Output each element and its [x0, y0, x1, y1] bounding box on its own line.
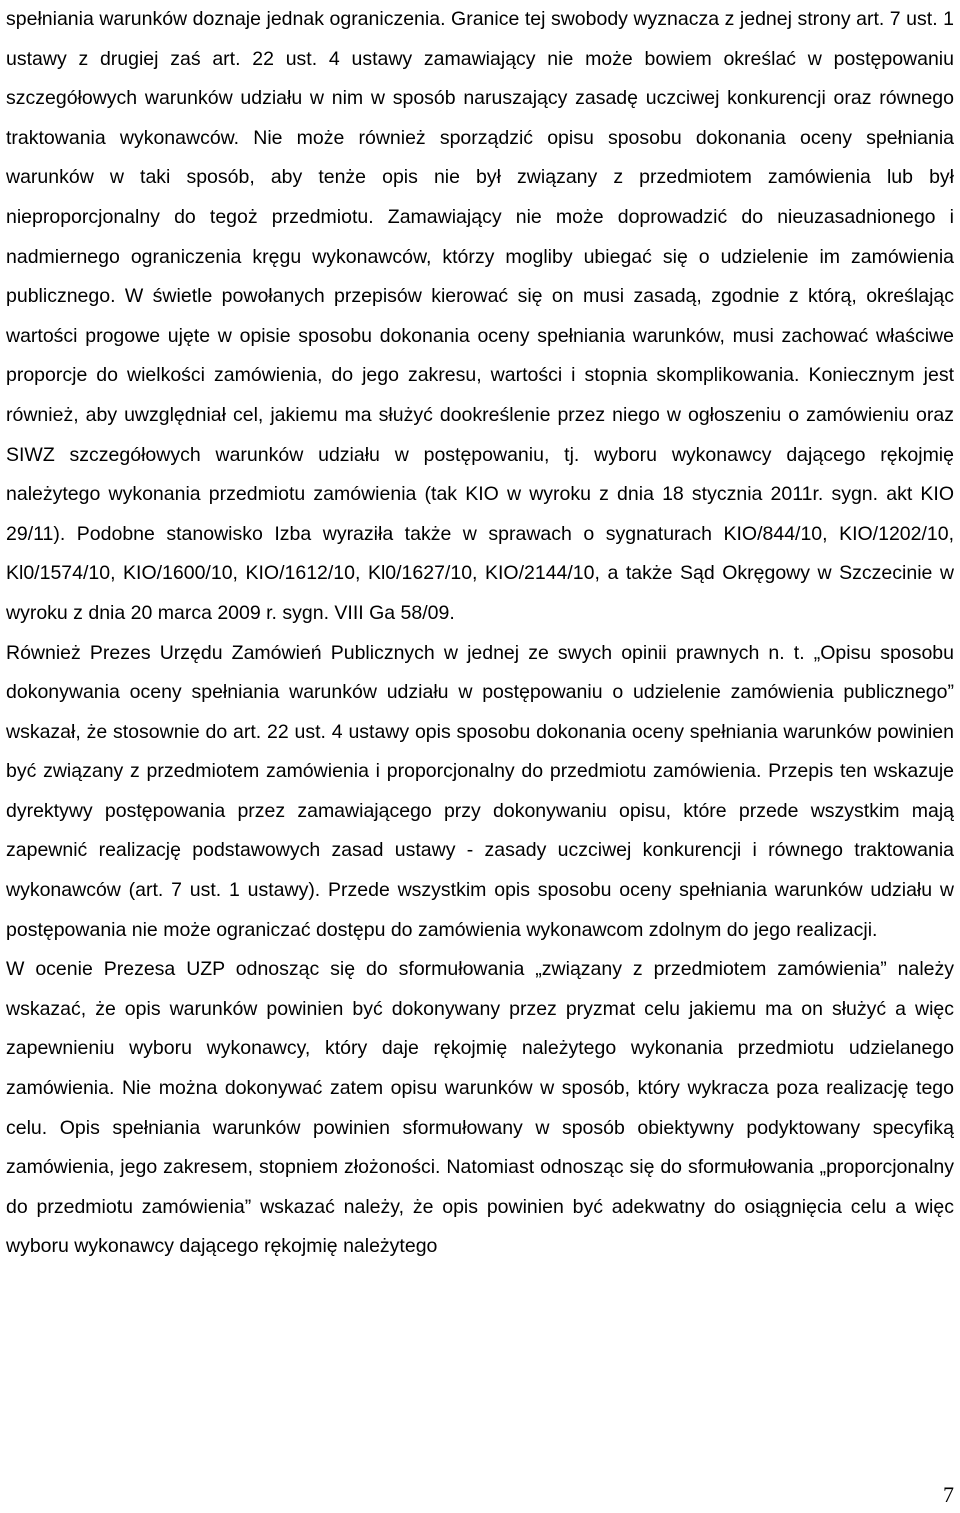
- document-body: [6, 0, 954, 1267]
- paragraph-2: Również Prezes Urzędu Zamówień Publicznych w jednej ze swych opinii prawnych n. t. „Opisu sposobu dokonywania oceny spełniania warunków udziału w postępowaniu o udzielenie zamówienia publicznego” wskazał, że stosownie do art. 22 ust. 4 ustawy opis sposobu dokonania oceny spełniania warunków powinien być związany z przedmiotem zamówienia i proporcjonalny do przedmiotu zamówienia. Przepis ten wskazuje dyrektywy postępowania przez zamawiającego przy dokonywaniu opisu, które przede wszystkim mają zapewnić realizację podstawowych zasad ustawy - zasady uczciwej konkurencji i równego traktowania wykonawców (art. 7 ust. 1 ustawy). Przede wszystkim opis sposobu oceny spełniania warunków udziału w postępowania nie może ograniczać dostępu do zamówienia wykonawcom zdolnym do jego realizacji.: [6, 641, 954, 941]
- page-number: 7: [943, 1482, 954, 1507]
- paragraph-1: spełniania warunków doznaje jednak ograniczenia. Granice tej swobody wyznacza z jednej strony art. 7 ust. 1 ustawy z drugiej zaś art. 22 ust. 4 ustawy zamawiający nie może bowiem określać w postępowaniu szczegółowych warunków udziału w nim w sposób naruszający zasadę uczciwej konkurencji oraz równego traktowania wykonawców. Nie może również sporządzić opisu sposobu dokonania oceny spełniania warunków w taki sposób, aby tenże opis nie był związany z przedmiotem zamówienia lub był nieproporcjonalny do tegoż przedmiotu. Zamawiający nie może doprowadzić do nieuzasadnionego i nadmiernego ograniczenia kręgu wykonawców, którzy mogliby ubiegać się o udzielenie im zamówienia publicznego. W świetle powołanych przepisów kierować się on musi zasadą, zgodnie z którą, określając wartości progowe ujęte w opisie sposobu dokonania oceny spełniania warunków, musi zachować właściwe proporcje do wielkości zamówienia, do jego zakresu, wartości i stopnia skomplikowania. Koniecznym jest również, aby uwzględniał cel, jakiemu ma służyć dookreślenie przez niego w ogłoszeniu o zamówieniu oraz SIWZ szczegółowych warunków udziału w postępowaniu, tj. wyboru wykonawcy dającego rękojmię należytego wykonania przedmiotu zamówienia (tak KIO w wyroku z dnia 18 stycznia 2011r. sygn. akt KIO 29/11). Podobne stanowisko Izba wyraziła także w sprawach o sygnaturach KIO/844/10, KIO/1202/10, Kl0/1574/10, KIO/1600/10, KIO/1612/10, Kl0/1627/10, KIO/2144/10, a także Sąd Okręgowy w Szczecinie w wyroku z dnia 20 marca 2009 r. sygn. VIII Ga 58/09.: [6, 8, 954, 624]
- paragraph-3: W ocenie Prezesa UZP odnosząc się do sformułowania „związany z przedmiotem zamówienia” należy wskazać, że opis warunków powinien być dokonywany przez pryzmat celu jakiemu ma on służyć a więc zapewnieniu wyboru wykonawcy, który daje rękojmię należytego wykonania przedmiotu udzielanego zamówienia. Nie można dokonywać zatem opisu warunków w sposób, który wykracza poza realizację tego celu. Opis spełniania warunków powinien sformułowany w sposób obiektywny podyktowany specyfiką zamówienia, jego zakresem, stopniem złożoności. Natomiast odnosząc się do sformułowania „proporcjonalny do przedmiotu zamówienia” wskazać należy, że opis powinien być adekwatny do osiągnięcia celu a więc wyboru wykonawcy dającego rękojmię należytego: [6, 958, 954, 1258]
